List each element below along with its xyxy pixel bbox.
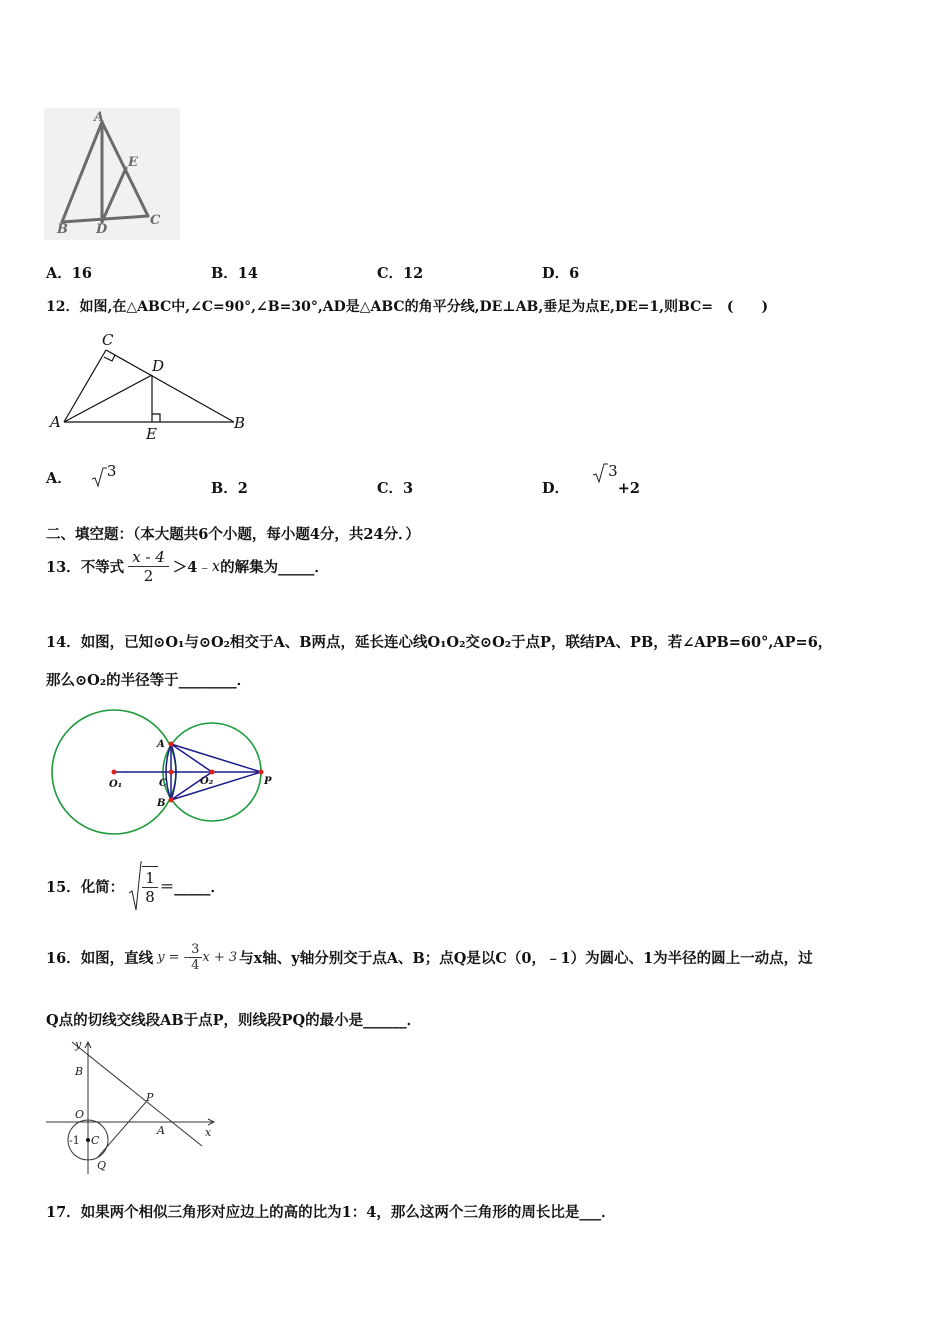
q16-label-c: C <box>91 1134 100 1147</box>
q16-label-o: O <box>75 1108 85 1121</box>
q14-stem-line2: 那么⊙O₂的半径等于________． <box>46 672 252 689</box>
q12-figure <box>44 330 254 445</box>
q16-fraction: $\frac{3}{4}$ <box>188 942 202 973</box>
q13-stem: 13． 不等式 $\frac{x - 4}{2}$ ＞4 ﹣ x 的解集为_____． <box>46 548 329 585</box>
q11-option-b: B．14 <box>211 265 258 282</box>
q16-stem-line1: 16． 如图，直线 y = - $\frac{3}{4}$ x + 3 与x轴、y轴分别交于点A、B；点Q是以C（0，﹣1）为圆心、1为半径的圆上一动点，过 <box>46 942 813 973</box>
q14-label-p: P <box>264 776 272 787</box>
q13-fraction: $\frac{x - 4}{2}$ <box>128 548 169 585</box>
q14-stem-line1: 14．如图，已知⊙O₁与⊙O₂相交于A、B两点，延长连心线O₁O₂交⊙O₂于点P，联结PA、PB，若∠APB=60°,AP=6， <box>46 634 833 651</box>
q16-label-x: x <box>205 1126 212 1139</box>
q12-option-b: B．2 <box>211 480 248 497</box>
q11-option-c: C．12 <box>377 265 424 282</box>
q12-option-d-sqrt-icon <box>592 462 608 484</box>
q14-label-a: A <box>157 739 165 750</box>
q11-option-d: D．6 <box>542 265 580 282</box>
q16-label-p: P <box>146 1091 154 1104</box>
q11-label-d: D <box>96 222 108 237</box>
q11-label-c: C <box>150 213 161 228</box>
q11-label-a: A <box>94 110 105 125</box>
q12-label-a: A <box>50 413 61 431</box>
q16-stem-line2: Q点的切线交线段AB于点P，则线段PQ的最小是______． <box>46 1012 422 1029</box>
q16-label-y: y <box>75 1038 82 1051</box>
q14-label-o2: O₂ <box>200 776 214 787</box>
q15-fraction: $\frac{1}{8}$ <box>142 866 158 906</box>
q16-figure <box>44 1038 220 1176</box>
q12-option-a-sqrt-icon <box>91 466 107 488</box>
q12-option-a: A． 3 <box>46 462 117 487</box>
q12-label-d: D <box>152 357 165 375</box>
section-title: 二、填空题：（本大题共6个小题，每小题4分，共24分．） <box>46 526 420 543</box>
q11-option-a: A．16 <box>46 265 92 282</box>
q12-option-d: D． 3+2 <box>542 462 640 497</box>
q11-label-b: B <box>57 222 68 237</box>
q14-figure <box>46 704 280 840</box>
q12-label-e: E <box>146 425 157 443</box>
q12-label-b: B <box>234 414 246 432</box>
q16-label-b: B <box>75 1065 84 1078</box>
q16-label-q: Q <box>97 1159 107 1172</box>
q12-option-c: C．3 <box>377 480 414 497</box>
q11-figure <box>44 108 180 240</box>
q14-label-c: C <box>159 778 167 789</box>
q17-stem: 17．如果两个相似三角形对应边上的高的比为1：4，那么这两个三角形的周长比是___． <box>46 1204 616 1221</box>
q15-stem: 15． 化简： $\frac{1}{8}$ ＝_____． <box>46 860 225 912</box>
q12-stem: 12．如图,在△ABC中,∠C=90°,∠B=30°,AD是△ABC的角平分线,DE⊥AB,垂足为点E,DE=1,则BC= ( ) <box>46 299 769 315</box>
q11-label-e: E <box>128 155 138 170</box>
q16-label-minus1: -1 <box>69 1134 80 1147</box>
q16-label-a: A <box>157 1124 165 1137</box>
q12-label-c: C <box>102 331 114 349</box>
q15-sqrt-icon <box>128 860 142 912</box>
q14-label-o1: O₁ <box>109 779 123 790</box>
q14-label-b: B <box>157 798 166 809</box>
